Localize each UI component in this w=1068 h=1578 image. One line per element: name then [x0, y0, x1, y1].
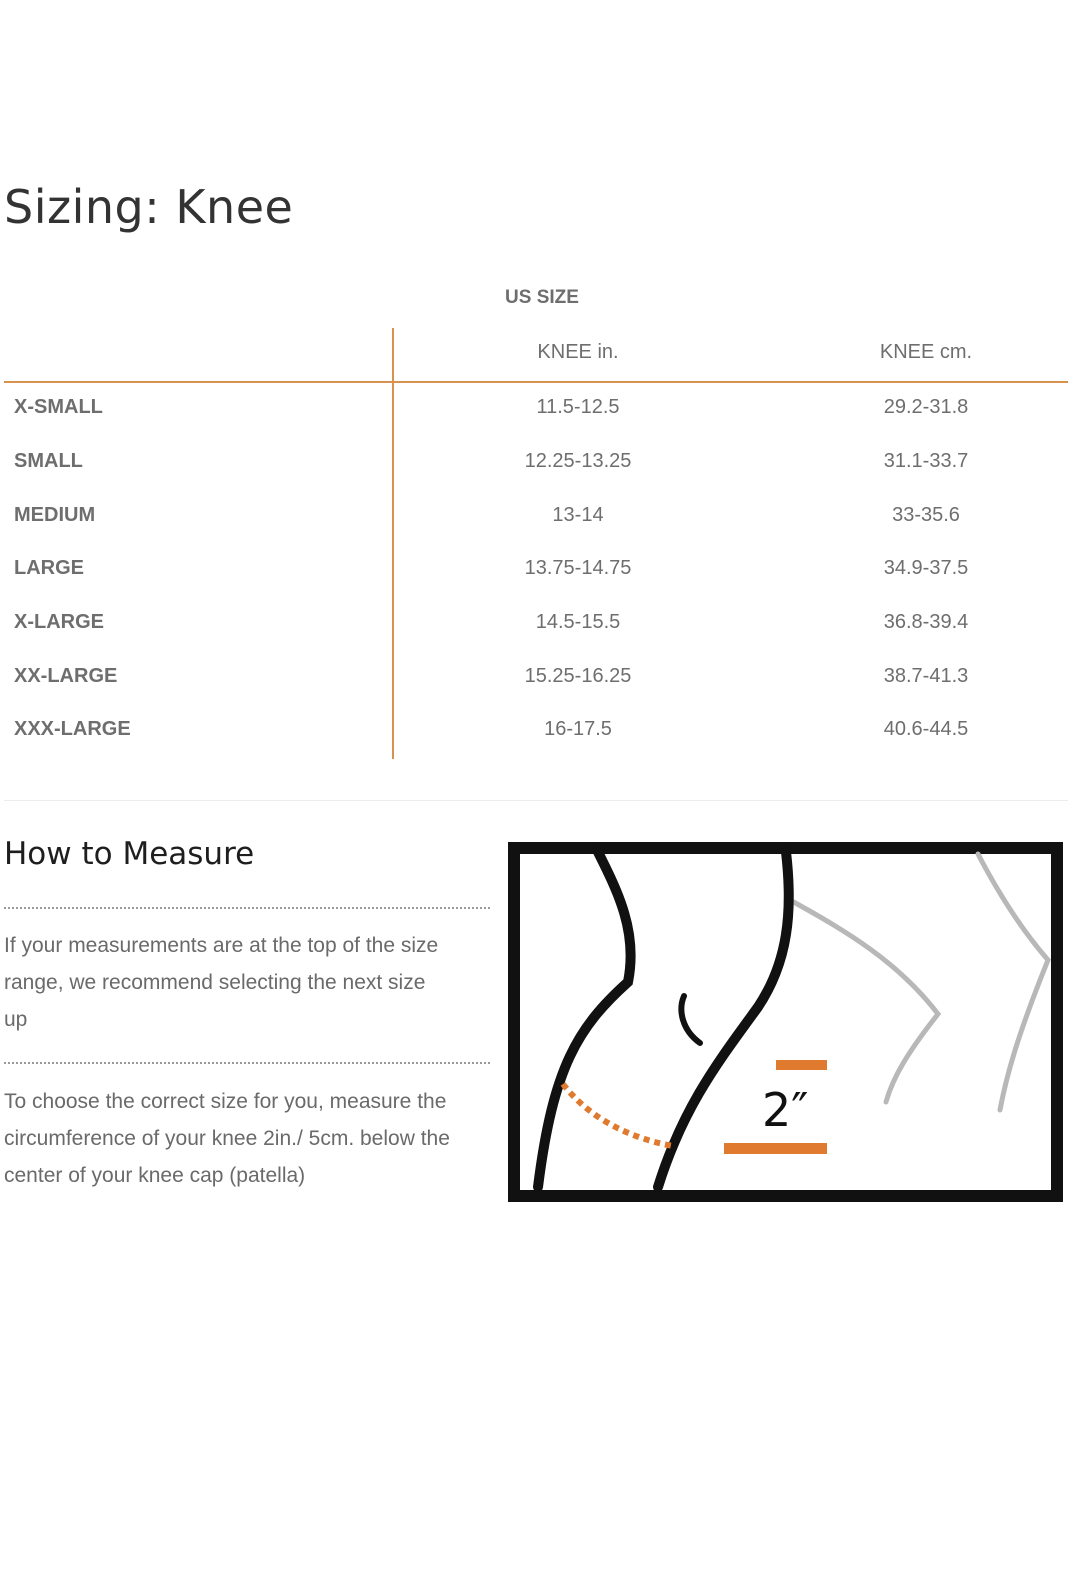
knee-cm-value: 38.7-41.3 [883, 665, 969, 687]
table-row [0, 665, 1068, 695]
knee-cm-value: 33-35.6 [892, 504, 960, 526]
table-row [0, 557, 1068, 587]
table-row [0, 611, 1068, 641]
dotted-divider [4, 1062, 490, 1064]
knee-cm-value: 29.2-31.8 [883, 396, 969, 418]
knee-cm-value: 36.8-39.4 [883, 611, 969, 633]
dotted-divider [4, 907, 490, 909]
size-label: X-SMALL [14, 396, 103, 418]
page-title: Sizing: Knee [4, 180, 294, 234]
knee-in-value: 13-14 [552, 504, 604, 526]
size-label: XXX-LARGE [14, 718, 131, 740]
table-row [0, 450, 1068, 480]
group-header-us-size: US SIZE [505, 287, 579, 308]
header-rule [4, 381, 1068, 383]
knee-measurement-illustration [508, 842, 1063, 1202]
size-label: MEDIUM [14, 504, 96, 526]
table-row [0, 718, 1068, 748]
measuring-instructions: To choose the correct size for you, measure the circumference of your knee 2in./ 5cm. below the center of your knee cap (patella) [4, 1090, 450, 1187]
column-header-knee-cm: KNEE cm. [879, 341, 973, 363]
column-header-knee-in: KNEE in. [537, 341, 619, 363]
table-row [0, 504, 1068, 534]
size-label: XX-LARGE [14, 665, 118, 687]
knee-in-value: 13.75-14.75 [524, 557, 632, 579]
table-row [0, 396, 1068, 426]
knee-in-value: 15.25-16.25 [524, 665, 632, 687]
marker-label: 2″ [762, 1083, 809, 1137]
sizing-tip: If your measurements are at the top of the size range, we recommend selecting the next size up [4, 934, 439, 1031]
section-divider [4, 800, 1068, 801]
knee-cm-value: 31.1-33.7 [883, 450, 969, 472]
knee-in-value: 11.5-12.5 [536, 396, 620, 418]
marker-top-bar [776, 1060, 827, 1070]
knee-cm-value: 40.6-44.5 [883, 718, 969, 740]
size-label: SMALL [14, 450, 83, 472]
size-label: X-LARGE [14, 611, 104, 633]
size-label: LARGE [14, 557, 84, 579]
how-to-measure-title: How to Measure [4, 836, 255, 872]
knee-cm-value: 34.9-37.5 [883, 557, 969, 579]
knee-in-value: 12.25-13.25 [524, 450, 632, 472]
knee-in-value: 16-17.5 [544, 718, 612, 740]
marker-bottom-bar [724, 1143, 827, 1154]
knee-in-value: 14.5-15.5 [535, 611, 621, 633]
